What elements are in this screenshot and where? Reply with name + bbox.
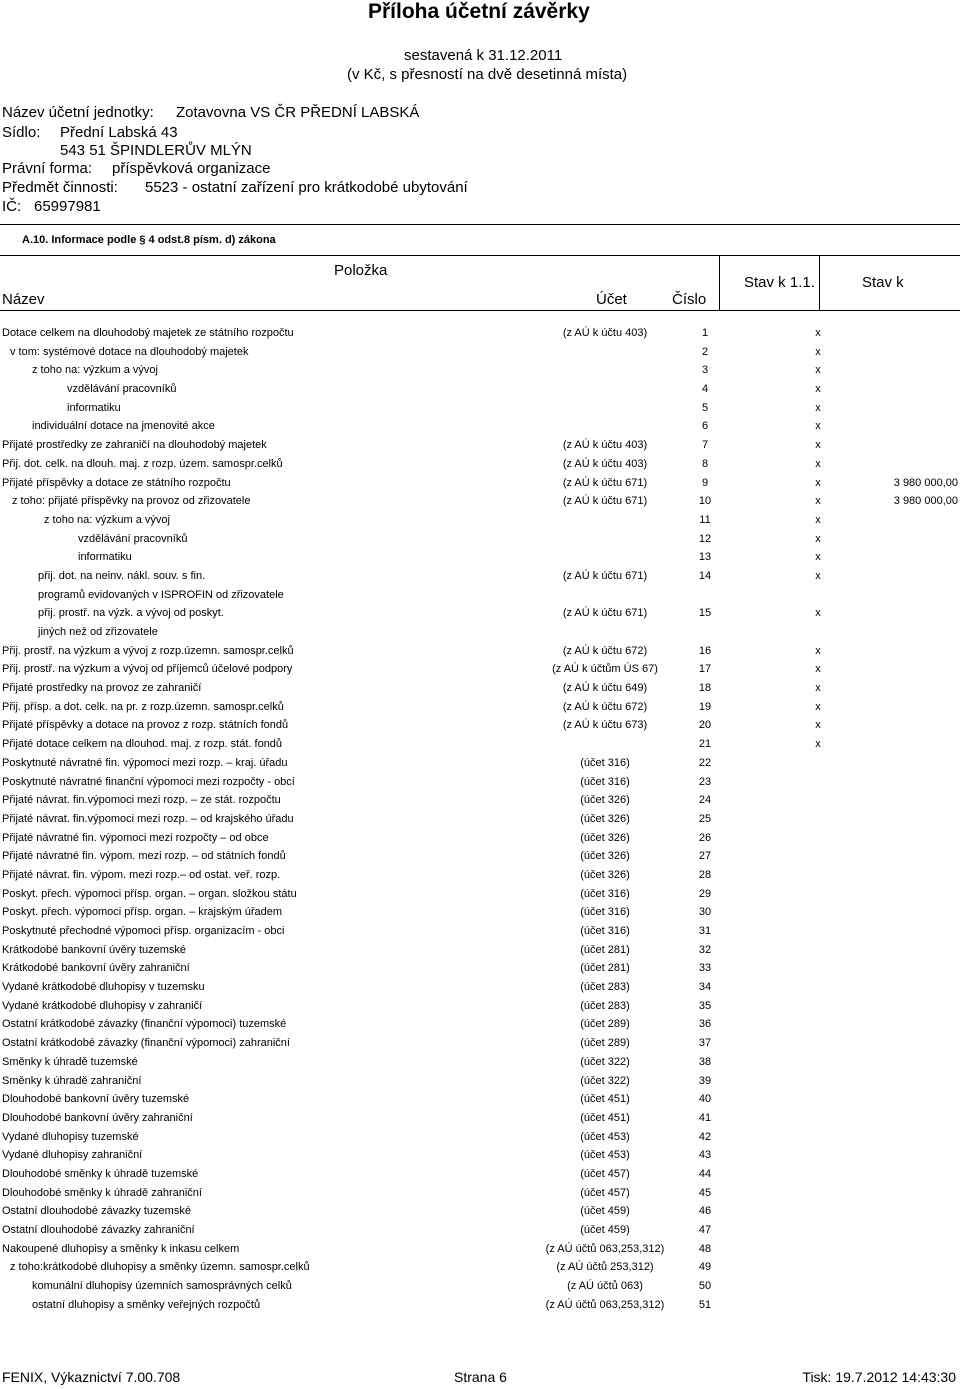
table-row — [0, 1277, 960, 1296]
table-row — [0, 1296, 960, 1315]
row-name: Vydané krátkodobé dluhopisy v zahraničí — [2, 999, 203, 1012]
header-divider — [719, 255, 720, 311]
table-header — [0, 255, 960, 311]
row-name: Směnky k úhradě zahraniční — [2, 1074, 142, 1087]
table-row — [0, 735, 960, 754]
table-body — [0, 324, 960, 1314]
row-number: 14 — [698, 569, 712, 582]
row-name: Přij. prostř. na výzkum a vývoj z rozp.územn. samospr.celků — [2, 644, 294, 657]
table-row — [0, 1258, 960, 1277]
row-name: Dlouhodobé bankovní úvěry tuzemské — [2, 1093, 190, 1106]
table-row — [0, 810, 960, 829]
header-ucet: Účet — [596, 291, 627, 308]
row-name: Vydané dluhopisy tuzemské — [2, 1130, 139, 1143]
row-account: (z AÚ k účtu 403) — [562, 327, 648, 339]
table-row — [0, 399, 960, 418]
row-name: Ostatní dlouhodobé závazky tuzemské — [2, 1205, 191, 1218]
row-name: v tom: systémové dotace na dlouhodobý majetek — [10, 345, 249, 358]
row-name: přij. dot. na neinv. nákl. souv. s fin. — [38, 569, 206, 582]
row-account: (z AÚ k účtu 671) — [562, 569, 648, 582]
table-row — [0, 1072, 960, 1091]
row-value: 3 980 000,00 — [893, 495, 958, 508]
row-account: (účet 459) — [580, 1224, 630, 1236]
row-account: (účet 283) — [580, 981, 630, 994]
row-name: Přij. přísp. a dot. celk. na pr. z rozp.územn. samospr.celků — [2, 700, 284, 713]
row-name: Přijaté prostředky na provoz ze zahraničí — [2, 682, 202, 695]
table-row — [0, 997, 960, 1016]
section-title: A.10. Informace podle § 4 odst.8 písm. d) zákona — [22, 234, 276, 246]
row-account: (účet 326) — [580, 812, 630, 825]
table-row — [0, 492, 960, 511]
row-mark: x — [815, 513, 821, 526]
row-name: z toho: přijaté příspěvky na provoz od zřizovatele — [12, 495, 251, 508]
header-cislo: Číslo — [672, 291, 707, 308]
row-number: 51 — [698, 1298, 712, 1311]
report-units: (v Kč, s přesností na dvě desetinná místa) — [347, 66, 628, 83]
row-name: Přijaté návratné fin. výpom. mezi rozp. – od státních fondů — [2, 850, 286, 863]
row-account: (účet 459) — [580, 1205, 630, 1218]
row-name: Poskytnuté návratné fin. výpomoci mezi rozp. – kraj. úřadu — [2, 756, 288, 769]
row-account: (z AÚ účtů 063,253,312) — [545, 1242, 665, 1255]
entity-activity-label: Předmět činnosti: — [2, 179, 118, 196]
row-number: 23 — [698, 775, 712, 788]
row-mark: x — [815, 439, 821, 452]
row-name: Nakoupené dluhopisy a směnky k inkasu celkem — [2, 1242, 240, 1255]
row-number: 31 — [698, 925, 712, 937]
footer-page: Strana 6 — [454, 1369, 507, 1385]
row-name: Vydané krátkodobé dluhopisy v tuzemsku — [2, 981, 205, 994]
row-number: 4 — [701, 383, 709, 396]
table-row — [0, 548, 960, 567]
row-number: 46 — [698, 1205, 712, 1218]
row-mark: x — [815, 457, 821, 470]
row-number: 2 — [701, 345, 709, 358]
row-account: (účet 322) — [580, 1055, 630, 1068]
row-number: 26 — [698, 831, 712, 844]
row-number: 5 — [701, 401, 709, 414]
header-stav-1: Stav k 1.1. — [744, 274, 815, 291]
row-name: Krátkodobé bankovní úvěry zahraniční — [2, 962, 190, 975]
row-account: (účet 316) — [580, 925, 630, 937]
row-name: Přij. dot. celk. na dlouh. maj. z rozp. územ. samospr.celků — [2, 457, 283, 470]
row-mark: x — [815, 644, 821, 657]
table-row — [0, 885, 960, 904]
row-number: 48 — [698, 1242, 712, 1255]
row-name: Vydané dluhopisy zahraniční — [2, 1149, 143, 1162]
row-name: Ostatní krátkodobé závazky (finanční výpomoci) zahraniční — [2, 1037, 290, 1050]
row-mark: x — [815, 551, 821, 564]
table-row — [0, 847, 960, 866]
row-name: Poskytnuté přechodné výpomoci přísp. organizacím - obci — [2, 925, 285, 937]
row-number: 8 — [701, 457, 709, 470]
row-name: z toho na: výzkum a vývoj — [32, 364, 158, 377]
row-number: 47 — [698, 1224, 712, 1236]
row-name: Dotace celkem na dlouhodobý majetek ze státního rozpočtu — [2, 327, 294, 339]
row-account: (z AÚ účtů 063) — [567, 1280, 643, 1293]
row-name: Směnky k úhradě tuzemské — [2, 1055, 138, 1068]
row-name: Přijaté návratné fin. výpomoci mezi rozpočty – od obce — [2, 831, 269, 844]
row-name: individuální dotace na jmenovité akce — [32, 420, 215, 433]
table-row — [0, 941, 960, 960]
row-account: (účet 316) — [580, 906, 630, 919]
table-row — [0, 866, 960, 885]
row-value: 3 980 000,00 — [893, 476, 958, 489]
row-account: (účet 281) — [580, 962, 630, 975]
row-mark: x — [815, 569, 821, 582]
row-number: 13 — [698, 551, 712, 564]
row-name: programů evidovaných v ISPROFIN od zřizovatele — [38, 588, 284, 601]
report-title: Příloha účetní závěrky — [368, 0, 590, 23]
table-row — [0, 530, 960, 549]
table-row — [0, 511, 960, 530]
row-account: (účet 289) — [580, 1018, 630, 1031]
row-number: 3 — [701, 364, 709, 377]
row-name: Ostatní dlouhodobé závazky zahraniční — [2, 1224, 195, 1236]
row-name: Krátkodobé bankovní úvěry tuzemské — [2, 943, 187, 956]
row-number: 10 — [698, 495, 712, 508]
row-name: Přijaté návrat. fin.výpomoci mezi rozp. – od krajského úřadu — [2, 812, 294, 825]
row-number: 9 — [701, 476, 709, 489]
row-mark: x — [815, 401, 821, 414]
row-account: (z AÚ k účtu 671) — [562, 607, 648, 620]
row-number: 37 — [698, 1037, 712, 1050]
table-row — [0, 1165, 960, 1184]
table-row — [0, 324, 960, 343]
header-polozka: Položka — [334, 262, 388, 279]
row-account: (účet 451) — [580, 1111, 630, 1124]
row-number: 39 — [698, 1074, 712, 1087]
table-row — [0, 361, 960, 380]
table-row — [0, 1128, 960, 1147]
table-row — [0, 1090, 960, 1109]
row-account: (z AÚ k účtu 671) — [562, 476, 648, 489]
row-number: 7 — [701, 439, 709, 452]
entity-legal-form: příspěvková organizace — [112, 160, 271, 177]
row-mark: x — [815, 420, 821, 433]
row-number: 29 — [698, 887, 712, 900]
header-divider — [819, 255, 820, 311]
entity-ic-label: IČ: — [2, 198, 22, 215]
row-number: 12 — [698, 532, 712, 545]
row-mark: x — [815, 682, 821, 695]
row-account: (z AÚ k účtu 671) — [562, 495, 648, 508]
row-name: komunální dluhopisy územních samosprávných celků — [32, 1280, 292, 1293]
row-number: 15 — [698, 607, 712, 620]
row-number: 49 — [698, 1261, 712, 1274]
row-number: 16 — [698, 644, 712, 657]
footer-printed: Tisk: 19.7.2012 14:43:30 — [802, 1369, 956, 1385]
row-mark: x — [815, 700, 821, 713]
entity-legal-form-label: Právní forma: — [2, 160, 93, 177]
row-name: z toho na: výzkum a vývoj — [44, 513, 170, 526]
row-mark: x — [815, 364, 821, 377]
row-account: (z AÚ účtů 253,312) — [556, 1261, 654, 1274]
table-row — [0, 1240, 960, 1259]
row-number: 43 — [698, 1149, 712, 1162]
row-number: 42 — [698, 1130, 712, 1143]
table-row — [0, 1202, 960, 1221]
row-name: Dlouhodobé směnky k úhradě tuzemské — [2, 1167, 199, 1180]
row-number: 38 — [698, 1055, 712, 1068]
table-row — [0, 829, 960, 848]
row-account: (účet 453) — [580, 1149, 630, 1162]
row-account: (účet 326) — [580, 831, 630, 844]
table-row — [0, 660, 960, 679]
row-account: (účet 316) — [580, 775, 630, 788]
entity-name: Zotavovna VS ČR PŘEDNÍ LABSKÁ — [176, 104, 420, 121]
table-row — [0, 959, 960, 978]
row-name: Přijaté příspěvky a dotace ze státního rozpočtu — [2, 476, 231, 489]
table-row — [0, 623, 960, 642]
table-row — [0, 903, 960, 922]
row-mark: x — [815, 476, 821, 489]
table-row — [0, 922, 960, 941]
row-name: Ostatní krátkodobé závazky (finanční výpomoci) tuzemské — [2, 1018, 287, 1031]
table-row — [0, 455, 960, 474]
row-number: 22 — [698, 756, 712, 769]
row-account: (z AÚ k účtu 403) — [562, 439, 648, 452]
table-row — [0, 773, 960, 792]
table-row — [0, 436, 960, 455]
row-account: (účet 283) — [580, 999, 630, 1012]
row-number: 34 — [698, 981, 712, 994]
table-row — [0, 642, 960, 661]
table-row — [0, 791, 960, 810]
separator-line — [0, 224, 960, 225]
row-account: (z AÚ účtů 063,253,312) — [545, 1298, 665, 1311]
table-row — [0, 474, 960, 493]
entity-activity: 5523 - ostatní zařízení pro krátkodobé ubytování — [145, 179, 468, 196]
row-number: 20 — [698, 719, 712, 732]
row-name: Přijaté dotace celkem na dlouhod. maj. z rozp. stát. fondů — [2, 738, 283, 751]
row-account: (z AÚ k účtu 673) — [562, 719, 648, 732]
entity-city: 543 51 ŠPINDLERŮV MLÝN — [60, 142, 252, 159]
row-name: Poskytnuté návratné finanční výpomoci mezi rozpočty - obcí — [2, 775, 295, 788]
row-name: Přij. prostř. na výzkum a vývoj od příjemců účelové podpory — [2, 663, 293, 676]
row-mark: x — [815, 495, 821, 508]
row-account: (účet 451) — [580, 1093, 630, 1106]
table-row — [0, 586, 960, 605]
row-number: 19 — [698, 700, 712, 713]
table-row — [0, 417, 960, 436]
row-number: 25 — [698, 812, 712, 825]
row-mark: x — [815, 607, 821, 620]
row-account: (účet 322) — [580, 1074, 630, 1087]
header-stav-2: Stav k — [862, 274, 904, 291]
row-account: (z AÚ k účtu 672) — [562, 644, 648, 657]
row-account: (z AÚ k účtu 403) — [562, 457, 648, 470]
row-name: Přijaté prostředky ze zahraničí na dlouhodobý majetek — [2, 439, 267, 452]
table-row — [0, 380, 960, 399]
row-number: 41 — [698, 1111, 712, 1124]
row-account: (z AÚ k účtu 672) — [562, 700, 648, 713]
entity-street: Přední Labská 43 — [60, 124, 178, 141]
row-mark: x — [815, 532, 821, 545]
report-date: sestavená k 31.12.2011 — [404, 47, 563, 64]
table-row — [0, 978, 960, 997]
row-account: (účet 453) — [580, 1130, 630, 1143]
entity-seat-label: Sídlo: — [2, 124, 41, 141]
table-row — [0, 567, 960, 586]
row-account: (účet 326) — [580, 850, 630, 863]
row-name: přij. prostř. na výzk. a vývoj od poskyt. — [38, 607, 224, 620]
row-name: ostatní dluhopisy a směnky veřejných rozpočtů — [32, 1298, 261, 1311]
row-number: 40 — [698, 1093, 712, 1106]
table-row — [0, 698, 960, 717]
row-number: 28 — [698, 868, 712, 881]
row-name: Dlouhodobé bankovní úvěry zahraniční — [2, 1111, 193, 1124]
row-name: informatiku — [67, 401, 121, 414]
row-name: informatiku — [78, 551, 132, 564]
entity-name-label: Název účetní jednotky: — [2, 104, 154, 121]
entity-ic: 65997981 — [34, 198, 101, 215]
row-name: vzdělávání pracovníků — [67, 383, 177, 396]
row-mark: x — [815, 738, 821, 751]
row-name: Dlouhodobé směnky k úhradě zahraniční — [2, 1186, 202, 1199]
row-account: (z AÚ k účtům ÚS 67) — [552, 663, 658, 676]
row-account: (účet 457) — [580, 1167, 630, 1180]
row-number: 33 — [698, 962, 712, 975]
row-account: (účet 457) — [580, 1186, 630, 1199]
row-number: 30 — [698, 906, 712, 919]
row-name: Poskyt. přech. výpomoci přísp. organ. – krajským úřadem — [2, 906, 282, 919]
row-mark: x — [815, 663, 821, 676]
row-number: 21 — [698, 738, 712, 751]
row-number: 27 — [698, 850, 712, 863]
row-name: Přijaté návrat. fin. výpom. mezi rozp.– od ostat. veř. rozp. — [2, 868, 281, 881]
row-number: 11 — [699, 513, 711, 526]
row-number: 45 — [698, 1186, 712, 1199]
row-mark: x — [815, 719, 821, 732]
table-row — [0, 679, 960, 698]
table-row — [0, 754, 960, 773]
table-row — [0, 1146, 960, 1165]
row-mark: x — [815, 327, 821, 339]
table-row — [0, 1109, 960, 1128]
row-name: Přijaté příspěvky a dotace na provoz z rozp. státních fondů — [2, 719, 289, 732]
table-row — [0, 1034, 960, 1053]
row-name: z toho:krátkodobé dluhopisy a směnky územn. samospr.celků — [10, 1261, 310, 1274]
row-name: jiných než od zřizovatele — [38, 626, 158, 638]
row-number: 44 — [698, 1167, 712, 1180]
row-account: (účet 281) — [580, 943, 630, 956]
row-number: 17 — [698, 663, 712, 676]
header-nazev: Název — [2, 291, 45, 308]
row-account: (účet 316) — [580, 887, 630, 900]
row-account: (účet 289) — [580, 1037, 630, 1050]
row-name: Poskyt. přech. výpomoci přísp. organ. – organ. složkou státu — [2, 887, 297, 900]
table-row — [0, 716, 960, 735]
row-mark: x — [815, 345, 821, 358]
row-number: 18 — [698, 682, 712, 695]
row-number: 50 — [698, 1280, 712, 1293]
table-row — [0, 1015, 960, 1034]
row-number: 24 — [698, 794, 712, 807]
footer-app: FENIX, Výkaznictví 7.00.708 — [2, 1369, 181, 1385]
table-row — [0, 343, 960, 362]
row-account: (účet 316) — [580, 756, 630, 769]
table-row — [0, 604, 960, 623]
row-number: 6 — [701, 420, 709, 433]
table-row — [0, 1184, 960, 1203]
row-name: Přijaté návrat. fin.výpomoci mezi rozp. – ze stát. rozpočtu — [2, 794, 281, 807]
row-account: (z AÚ k účtu 649) — [562, 682, 648, 695]
row-number: 32 — [698, 943, 712, 956]
row-account: (účet 326) — [580, 794, 630, 807]
table-row — [0, 1053, 960, 1072]
row-number: 35 — [698, 999, 712, 1012]
row-name: vzdělávání pracovníků — [78, 532, 188, 545]
row-account: (účet 326) — [580, 868, 630, 881]
row-number: 1 — [701, 327, 709, 339]
row-number: 36 — [698, 1018, 712, 1031]
table-row — [0, 1221, 960, 1240]
row-mark: x — [815, 383, 821, 396]
